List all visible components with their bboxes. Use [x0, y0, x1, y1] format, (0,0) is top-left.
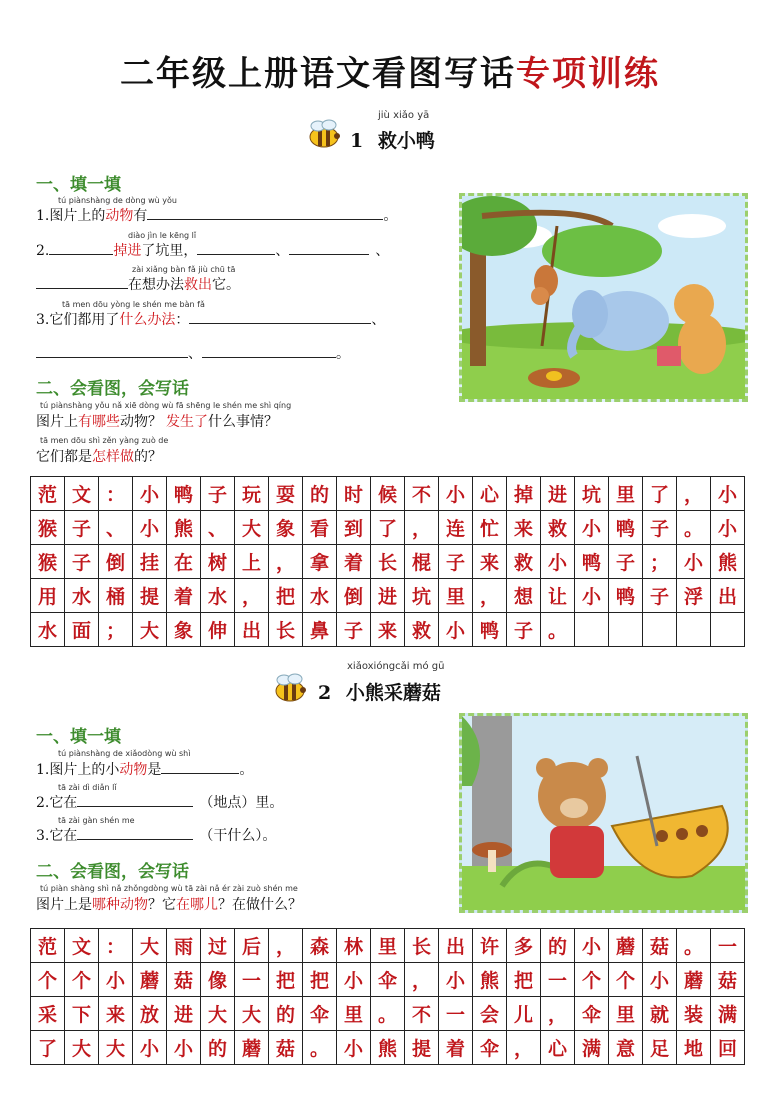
grid-cell: 子 [609, 545, 643, 579]
grid-cell: ， [405, 963, 439, 997]
grid-cell: 长 [405, 929, 439, 963]
grid-cell: 伞 [473, 1031, 507, 1065]
grid-cell: 出 [711, 579, 745, 613]
w1-red-1: 有哪些 [78, 414, 120, 430]
lesson1-q1-pinyin: tú piànshàng de dòng wù yǒu [58, 196, 177, 205]
grid-cell: 了 [371, 511, 405, 545]
grid-cell: 小 [439, 477, 473, 511]
lesson1-title-text: 救小鸭 [377, 130, 435, 152]
grid-cell: 长 [269, 613, 303, 647]
grid-cell: 看 [303, 511, 337, 545]
grid-cell: 小 [541, 545, 575, 579]
grid-cell: 小 [575, 511, 609, 545]
page-title [0, 46, 780, 95]
grid-cell: 着 [439, 1031, 473, 1065]
grid-cell: 过 [201, 929, 235, 963]
grid-cell: 在 [167, 545, 201, 579]
grid-cell: 忙 [473, 511, 507, 545]
grid-cell: 猴 [31, 511, 65, 545]
l2-q3-text-b: （干什么）。 [199, 828, 277, 844]
grid-cell: 时 [337, 477, 371, 511]
lesson1-w1-pinyin: tú piànshàng yǒu nǎ xiē dòng wù fā shēng le shén me shì qíng [40, 401, 292, 410]
grid-cell: 菇 [269, 1031, 303, 1065]
grid-cell: 小 [643, 963, 677, 997]
grid-cell: 小 [711, 511, 745, 545]
grid-cell: 。 [371, 997, 405, 1031]
lesson1-w2-pinyin: tā men dōu shì zěn yàng zuò de [40, 436, 169, 445]
grid-cell: ； [643, 545, 677, 579]
grid-cell: 小 [99, 963, 133, 997]
grid-row [31, 511, 745, 545]
q3-blank-3[interactable] [202, 345, 336, 358]
grid-cell: 小 [337, 1031, 371, 1065]
grid-cell: 心 [473, 477, 507, 511]
grid-cell: 会 [473, 997, 507, 1031]
l2-q3-blank[interactable] [77, 827, 193, 840]
grid-cell: 菇 [167, 963, 201, 997]
grid-cell: ： [99, 929, 133, 963]
grid-row [31, 579, 745, 613]
grid-cell: 长 [371, 545, 405, 579]
grid-cell: 到 [337, 511, 371, 545]
grid-cell: 。 [677, 929, 711, 963]
grid-cell: 提 [133, 579, 167, 613]
grid-cell: 蘑 [677, 963, 711, 997]
grid-cell: 鸭 [473, 613, 507, 647]
grid-row [31, 963, 745, 997]
grid-cell: 坑 [405, 579, 439, 613]
lesson1-q2c [36, 274, 240, 294]
grid-cell: 小 [337, 963, 371, 997]
l2-w1-text-b: ？它 [148, 897, 176, 913]
q3-sep-2: 、 [188, 346, 202, 362]
l2-q2-blank[interactable] [77, 794, 193, 807]
q2-red: 掉进 [113, 243, 142, 259]
grid-cell: 子 [439, 545, 473, 579]
grid-cell: 范 [31, 929, 65, 963]
grid-row [31, 1031, 745, 1065]
grid-cell: 子 [337, 613, 371, 647]
grid-cell: 大 [201, 997, 235, 1031]
lesson2-pinyin: xiǎoxióngcǎi mó gū [347, 661, 445, 672]
lesson2-title-text: 小熊采蘑菇 [345, 682, 441, 704]
q2-text: 2. [36, 243, 50, 259]
grid-cell: 许 [473, 929, 507, 963]
q2-text-b: 了坑里， [141, 243, 198, 259]
grid-row [31, 997, 745, 1031]
grid-cell: 来 [371, 613, 405, 647]
grid-cell: 后 [235, 929, 269, 963]
lesson1-section1: 一、填一填 [36, 175, 121, 195]
grid-cell: 里 [371, 929, 405, 963]
grid-cell: 浮 [677, 579, 711, 613]
grid-cell: ， [269, 545, 303, 579]
q2c-text-b: 它。 [212, 277, 240, 293]
grid-cell: 的 [303, 477, 337, 511]
grid-cell: 小 [133, 511, 167, 545]
grid-cell: 就 [643, 997, 677, 1031]
grid-cell: 救 [507, 545, 541, 579]
lesson1-illustration [459, 193, 748, 402]
q2-sep-2: 、 [375, 243, 390, 259]
grid-cell: 多 [507, 929, 541, 963]
grid-cell: 蘑 [235, 1031, 269, 1065]
lesson1-q1 [36, 205, 397, 225]
grid-cell: 猴 [31, 545, 65, 579]
grid-cell: 小 [677, 545, 711, 579]
grid-cell: 子 [65, 511, 99, 545]
grid-cell: 、 [99, 511, 133, 545]
grid-cell: 来 [473, 545, 507, 579]
lesson2-q3 [36, 825, 276, 845]
grid-cell: 子 [65, 545, 99, 579]
grid-cell: 一 [439, 997, 473, 1031]
grid-cell: ， [507, 1031, 541, 1065]
lesson2-w1-pinyin: tú piàn shàng shì nǎ zhǒngdòng wù tā zài nǎ ér zài zuò shén me [40, 884, 298, 893]
grid-cell: ， [405, 511, 439, 545]
grid-cell: 连 [439, 511, 473, 545]
grid-cell: 进 [167, 997, 201, 1031]
lesson1-w1 [36, 411, 278, 431]
grid-cell: 。 [303, 1031, 337, 1065]
q2-blank-3[interactable] [289, 242, 369, 255]
q3-text-b: ： [175, 312, 190, 328]
w1-red-2: 发生了 [166, 414, 208, 430]
lesson2-title [318, 678, 441, 705]
grid-cell: 把 [303, 963, 337, 997]
grid-cell: 儿 [507, 997, 541, 1031]
grid-cell: 熊 [167, 511, 201, 545]
grid-row [31, 929, 745, 963]
grid-cell: 玩 [235, 477, 269, 511]
grid-cell: 用 [31, 579, 65, 613]
q3-blank-2[interactable] [36, 345, 188, 358]
grid-cell: 子 [201, 477, 235, 511]
grid-cell: 装 [677, 997, 711, 1031]
q1-red: 动物 [105, 208, 134, 224]
grid-cell: 耍 [269, 477, 303, 511]
grid-cell: 伞 [303, 997, 337, 1031]
grid-cell: 水 [303, 579, 337, 613]
grid-cell: 挂 [133, 545, 167, 579]
grid-cell: 回 [711, 1031, 745, 1065]
grid-cell: 小 [439, 963, 473, 997]
grid-cell: 不 [405, 477, 439, 511]
grid-cell: 把 [269, 579, 303, 613]
grid-cell: 把 [507, 963, 541, 997]
grid-cell: ： [99, 477, 133, 511]
w1-text-b: 动物？ [120, 414, 162, 430]
l2-q1-text-b: 是 [147, 762, 162, 778]
grid-cell [609, 613, 643, 647]
lesson2-q2-pinyin: tā zài dì diǎn lǐ [58, 783, 117, 792]
grid-cell: 着 [337, 545, 371, 579]
l2-q1-blank[interactable] [161, 761, 239, 774]
l2-q1-end: 。 [239, 762, 254, 778]
l2-q2-text-b: （地点）里。 [199, 795, 284, 811]
q1-text-b: 有 [133, 208, 148, 224]
lesson2-w1 [36, 894, 302, 914]
grid-cell: 熊 [473, 963, 507, 997]
grid-cell: 桶 [99, 579, 133, 613]
grid-cell: 林 [337, 929, 371, 963]
grid-cell: 拿 [303, 545, 337, 579]
grid-cell: 一 [541, 963, 575, 997]
lesson1-pinyin: jiù xiǎo yā [378, 110, 430, 121]
page-title-black: 二年级上册语文看图写话 [120, 54, 516, 94]
grid-cell: 倒 [99, 545, 133, 579]
grid-cell: 、 [201, 511, 235, 545]
grid-cell: 鸭 [609, 511, 643, 545]
grid-cell: 下 [65, 997, 99, 1031]
q2-blank-2[interactable] [197, 242, 275, 255]
lesson1-number: 1 [350, 130, 364, 152]
bear-mushroom-scene [462, 716, 745, 910]
grid-cell: 小 [575, 579, 609, 613]
lesson1-q3 [36, 309, 385, 329]
lesson2-section1: 一、填一填 [36, 727, 121, 747]
grid-cell: 小 [575, 929, 609, 963]
grid-cell: 个 [575, 963, 609, 997]
grid-cell: 鸭 [167, 477, 201, 511]
grid-cell: 进 [541, 477, 575, 511]
grid-cell: 出 [439, 929, 473, 963]
grid-cell: 出 [235, 613, 269, 647]
grid-cell: 来 [99, 997, 133, 1031]
lesson2-q1-pinyin: tú piànshàng de xiǎodòng wù shì [58, 749, 191, 758]
w1-text: 图片上 [36, 414, 78, 430]
grid-cell: 心 [541, 1031, 575, 1065]
lesson2-q2 [36, 792, 283, 812]
grid-cell: ； [99, 613, 133, 647]
l2-w1-red-2: 在哪儿 [176, 897, 218, 913]
grid-cell: 上 [235, 545, 269, 579]
grid-cell: 面 [65, 613, 99, 647]
grid-cell: 伞 [575, 997, 609, 1031]
grid-cell: 水 [31, 613, 65, 647]
grid-cell: 掉 [507, 477, 541, 511]
grid-cell [711, 613, 745, 647]
grid-cell: 提 [405, 1031, 439, 1065]
grid-cell: 。 [677, 511, 711, 545]
grid-cell: 文 [65, 477, 99, 511]
grid-row [31, 613, 745, 647]
grid-cell: 小 [167, 1031, 201, 1065]
l2-q3-text: 3.它在 [36, 828, 78, 844]
w2-text: 它们都是 [36, 449, 92, 465]
lesson2-illustration [459, 713, 748, 913]
grid-cell: 水 [201, 579, 235, 613]
grid-cell: 采 [31, 997, 65, 1031]
grid-cell: 大 [235, 997, 269, 1031]
grid-cell: 的 [201, 1031, 235, 1065]
grid-cell: 子 [643, 511, 677, 545]
grid-cell: 菇 [643, 929, 677, 963]
grid-cell: 象 [269, 511, 303, 545]
q2-blank-1[interactable] [49, 242, 113, 255]
grid-cell: 里 [439, 579, 473, 613]
grid-cell: 雨 [167, 929, 201, 963]
grid-cell: 大 [133, 929, 167, 963]
grid-cell: ， [269, 929, 303, 963]
grid-cell: 把 [269, 963, 303, 997]
lesson1-section2: 二、会看图，会写话 [36, 379, 189, 399]
lesson1-essay-grid [30, 476, 745, 647]
w2-text-b: 的？ [134, 449, 162, 465]
grid-cell: 鼻 [303, 613, 337, 647]
l2-q2-text: 2.它在 [36, 795, 78, 811]
grid-cell: 里 [609, 477, 643, 511]
grid-cell: 像 [201, 963, 235, 997]
grid-cell: 坑 [575, 477, 609, 511]
lesson1-w2 [36, 446, 162, 466]
grid-cell: 象 [167, 613, 201, 647]
grid-cell: 树 [201, 545, 235, 579]
page-title-red: 专项训练 [516, 54, 660, 94]
grid-cell: 菇 [711, 963, 745, 997]
grid-cell: 蘑 [133, 963, 167, 997]
grid-cell: ， [541, 997, 575, 1031]
grid-cell: 满 [711, 997, 745, 1031]
lesson1-title [350, 126, 435, 153]
q1-text: 1.图片上的 [36, 208, 106, 224]
grid-cell: 个 [31, 963, 65, 997]
bee-icon [270, 672, 310, 704]
q3-text: 3.它们都用了 [36, 312, 120, 328]
lesson2-essay-grid [30, 928, 745, 1065]
grid-cell: 里 [337, 997, 371, 1031]
q3-blank-1[interactable] [189, 311, 371, 324]
lesson1-q3b [36, 343, 350, 363]
grid-cell: 鸭 [609, 579, 643, 613]
l2-q1-red: 动物 [119, 762, 148, 778]
grid-cell: 让 [541, 579, 575, 613]
grid-cell: 伸 [201, 613, 235, 647]
l2-w1-red-1: 哪种动物 [92, 897, 148, 913]
w1-text-c: 什么事情？ [208, 414, 278, 430]
grid-cell: 一 [711, 929, 745, 963]
grid-cell: 足 [643, 1031, 677, 1065]
grid-cell: 范 [31, 477, 65, 511]
grid-cell: ， [473, 579, 507, 613]
grid-cell: 不 [405, 997, 439, 1031]
lesson1-q3-pinyin: tā men dōu yòng le shén me bàn fǎ [62, 300, 205, 309]
q3-end: 。 [336, 346, 350, 362]
l2-q1-text: 1.图片上的小 [36, 762, 120, 778]
grid-cell: 子 [643, 579, 677, 613]
grid-cell: 了 [643, 477, 677, 511]
grid-cell: 水 [65, 579, 99, 613]
grid-cell: 大 [99, 1031, 133, 1065]
q2c-red: 救出 [184, 277, 212, 293]
grid-cell: 大 [235, 511, 269, 545]
grid-cell: 熊 [371, 1031, 405, 1065]
grid-cell: 森 [303, 929, 337, 963]
grid-row [31, 477, 745, 511]
grid-cell: 鸭 [575, 545, 609, 579]
lesson1-q2-pinyin: diào jìn le kēng lǐ [128, 231, 197, 240]
grid-cell: 文 [65, 929, 99, 963]
grid-cell: 进 [371, 579, 405, 613]
grid-cell [643, 613, 677, 647]
rescue-duck-scene [462, 196, 745, 399]
grid-cell: 小 [711, 477, 745, 511]
grid-cell: 的 [541, 929, 575, 963]
lesson1-q2c-pinyin: zài xiǎng bàn fǎ jiù chū tā [132, 265, 236, 274]
q2c-blank[interactable] [36, 276, 128, 289]
grid-cell: 意 [609, 1031, 643, 1065]
grid-cell: 子 [507, 613, 541, 647]
grid-cell: 救 [541, 511, 575, 545]
l2-w1-text: 图片上是 [36, 897, 92, 913]
grid-cell: 小 [133, 1031, 167, 1065]
grid-cell: 倒 [337, 579, 371, 613]
grid-cell: 大 [65, 1031, 99, 1065]
grid-cell: 个 [609, 963, 643, 997]
q3-sep-1: 、 [371, 312, 386, 328]
q2c-text: 在想办法 [128, 277, 184, 293]
grid-cell: 里 [609, 997, 643, 1031]
grid-cell: 救 [405, 613, 439, 647]
grid-cell: 地 [677, 1031, 711, 1065]
grid-cell: 放 [133, 997, 167, 1031]
grid-cell: 候 [371, 477, 405, 511]
q1-end: 。 [383, 208, 398, 224]
grid-cell: 想 [507, 579, 541, 613]
grid-row [31, 545, 745, 579]
grid-cell [575, 613, 609, 647]
grid-cell [677, 613, 711, 647]
q1-blank[interactable] [147, 207, 383, 220]
grid-cell: 小 [133, 477, 167, 511]
q2-sep-1: 、 [275, 243, 290, 259]
grid-cell: ， [235, 579, 269, 613]
grid-cell: 个 [65, 963, 99, 997]
lesson2-number: 2 [318, 682, 332, 704]
grid-cell: 小 [439, 613, 473, 647]
grid-cell: 着 [167, 579, 201, 613]
grid-cell: 伞 [371, 963, 405, 997]
w2-red: 怎样做 [92, 449, 134, 465]
q3-red: 什么办法 [119, 312, 176, 328]
grid-cell: 来 [507, 511, 541, 545]
grid-cell: 的 [269, 997, 303, 1031]
grid-cell: ， [677, 477, 711, 511]
grid-cell: 满 [575, 1031, 609, 1065]
grid-cell: 蘑 [609, 929, 643, 963]
grid-cell: 熊 [711, 545, 745, 579]
lesson2-section2: 二、会看图，会写话 [36, 862, 189, 882]
grid-cell: 大 [133, 613, 167, 647]
bee-icon [304, 118, 344, 150]
lesson2-q3-pinyin: tā zài gàn shén me [58, 816, 135, 825]
lesson1-q2 [36, 240, 389, 260]
grid-cell: 了 [31, 1031, 65, 1065]
l2-w1-text-c: ？在做什么？ [218, 897, 302, 913]
lesson2-q1 [36, 759, 253, 779]
grid-cell: 一 [235, 963, 269, 997]
grid-cell: 。 [541, 613, 575, 647]
grid-cell: 棍 [405, 545, 439, 579]
